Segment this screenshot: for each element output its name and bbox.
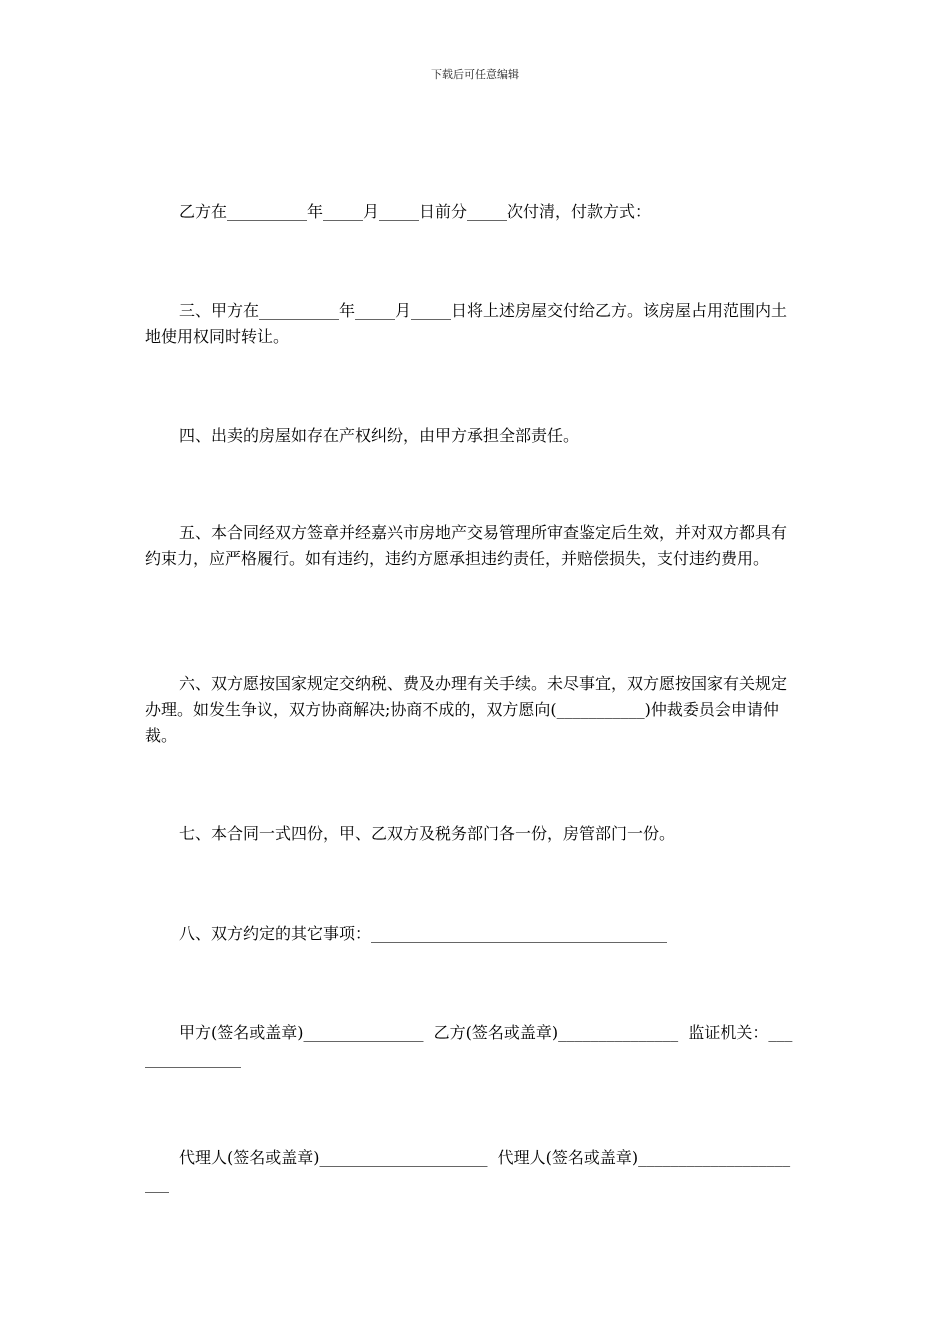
clause-7-copies: 七、本合同一式四份，甲、乙双方及税务部门各一份，房管部门一份。 <box>179 824 676 843</box>
clause-5-effectiveness: 五、本合同经双方签章并经嘉兴市房地产交易管理所审查鉴定后生效，并对双方都具有约束力，应严格履行。如有违约，违约方愿承担违约责任，并赔偿损失，支付违约费用。 <box>145 523 788 568</box>
signature-agents-line: 代理人(签名或盖章)_____________________ 代理人(签名或盖章)______________________ <box>145 1148 791 1193</box>
clause-3-delivery: 三、甲方在__________年_____月_____日将上述房屋交付给乙方。该房屋占用范围内土地使用权同时转让。 <box>145 301 788 346</box>
signature-parties-line: 甲方(签名或盖章)_______________ 乙方(签名或盖章)_______________ 监证机关：_______________ <box>145 1023 793 1068</box>
clause-8-other-matters: 八、双方约定的其它事项：_____________________________________ <box>179 924 668 943</box>
download-note: 下载后可任意编辑 <box>431 68 519 81</box>
payment-terms-paragraph: 乙方在__________年_____月_____日前分_____次付清，付款方式： <box>179 202 652 221</box>
clause-4-property-dispute: 四、出卖的房屋如存在产权纠纷，由甲方承担全部责任。 <box>179 426 580 445</box>
clause-6-taxes-arbitration: 六、双方愿按国家规定交纳税、费及办理有关手续。未尽事宜，双方愿按国家有关规定办理。如发生争议，双方协商解决;协商不成的，双方愿向(___________)仲裁委员会申请仲裁。 <box>145 674 788 745</box>
